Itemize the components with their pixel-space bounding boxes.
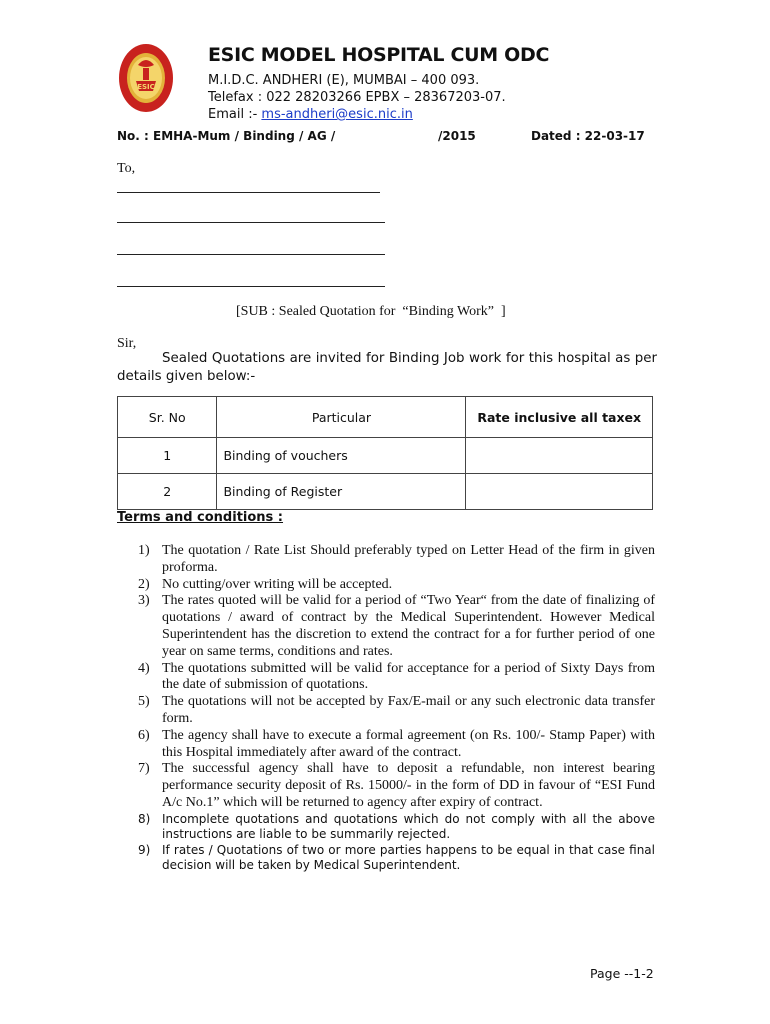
list-item	[117, 661, 655, 695]
table-header-row	[118, 397, 653, 438]
cell-sr-no: 1	[118, 438, 217, 474]
email-link[interactable]: ms-andheri@esic.nic.in	[261, 107, 413, 122]
item-text: The agency shall have to execute a formal agreement (on Rs. 100/- Stamp Paper) with this Hospital immediately after award of the contract.	[162, 727, 655, 760]
list-item	[117, 843, 655, 874]
recipient-line-4	[117, 286, 385, 287]
esic-logo	[118, 43, 174, 113]
cell-particular: Binding of vouchers	[217, 438, 466, 474]
list-item	[117, 577, 655, 594]
item-number: 3)	[138, 593, 150, 609]
item-number: 7)	[138, 761, 150, 777]
header-particular: Particular	[217, 397, 466, 438]
reference-year: /2015	[438, 129, 476, 143]
terms-heading: Terms and conditions :	[117, 510, 284, 525]
page-number: Page --1-2	[590, 966, 654, 981]
hospital-email-line	[208, 106, 549, 123]
item-number: 1)	[138, 543, 150, 558]
item-text: The rates quoted will be valid for a period of “Two Year“ from the date of finalizing of quotations / award of contract by the Medical Superintendent. However Medical Superintendent has the discretion to extend the contract for a for further period of one year on same terms, conditions and rates.	[162, 593, 655, 659]
email-label: Email :-	[208, 107, 262, 122]
item-text: If rates / Quotations of two or more parties happens to be equal in that case final decision will be taken by Medical Superintendent.	[162, 842, 655, 873]
terms-list	[117, 543, 655, 874]
item-number: 4)	[138, 660, 150, 676]
item-text: The quotation / Rate List Should preferably typed on Letter Head of the firm in given proforma.	[162, 543, 655, 575]
reference-date: Dated : 22-03-17	[531, 129, 645, 143]
hospital-telefax: Telefax : 022 28203266 EPBX – 28367203-07.	[208, 90, 506, 105]
list-item	[117, 694, 655, 728]
cell-particular: Binding of Register	[217, 474, 466, 510]
rate-table	[117, 396, 653, 510]
recipient-to: To,	[117, 161, 136, 176]
salutation: Sir,	[117, 336, 137, 351]
item-number: 2)	[138, 576, 150, 592]
letterhead	[208, 44, 549, 123]
recipient-line-2	[117, 222, 385, 223]
reference-number: No. : EMHA-Mum / Binding / AG /	[117, 129, 336, 143]
item-number: 6)	[138, 727, 150, 743]
list-item	[117, 593, 655, 660]
list-item	[117, 543, 655, 577]
item-text: The quotations will not be accepted by Fax/E-mail or any such electronic data transfer form.	[162, 694, 655, 726]
item-number: 8)	[138, 811, 151, 826]
header-sr-no: Sr. No	[118, 397, 217, 438]
table-row	[118, 474, 653, 510]
table-row	[118, 438, 653, 474]
item-text: Incomplete quotations and quotations which do not comply with all the above instructions are liable to be summarily rejected.	[162, 811, 655, 842]
list-item	[117, 812, 655, 843]
hospital-name: ESIC MODEL HOSPITAL CUM ODC	[208, 44, 550, 66]
header-rate: Rate inclusive all taxex	[466, 397, 653, 438]
intro-paragraph: Sealed Quotations are invited for Binding Job work for this hospital as per details given below:-	[117, 351, 657, 384]
hospital-address: M.I.D.C. ANDHERI (E), MUMBAI – 400 093.	[208, 73, 480, 88]
recipient-line-1	[117, 192, 380, 193]
item-number: 5)	[138, 694, 150, 710]
item-text: The quotations submitted will be valid for acceptance for a period of Sixty Days from the date of submission of quotations.	[162, 660, 655, 693]
svg-text:ESIC: ESIC	[137, 83, 155, 91]
cell-sr-no: 2	[118, 474, 217, 510]
cell-rate	[466, 438, 653, 474]
recipient-line-3	[117, 254, 385, 255]
subject-line: [SUB : Sealed Quotation for “Binding Work” ]	[236, 304, 506, 319]
item-text: No cutting/over writing will be accepted.	[162, 576, 393, 592]
item-number: 9)	[138, 842, 151, 857]
list-item	[117, 761, 655, 811]
item-text: The successful agency shall have to deposit a refundable, non interest bearing performance security deposit of Rs. 15000/- in the form of DD in favour of “ESI Fund A/c No.1” which will be returned to agency after expiry of contract.	[162, 761, 655, 810]
cell-rate	[466, 474, 653, 510]
list-item	[117, 728, 655, 762]
